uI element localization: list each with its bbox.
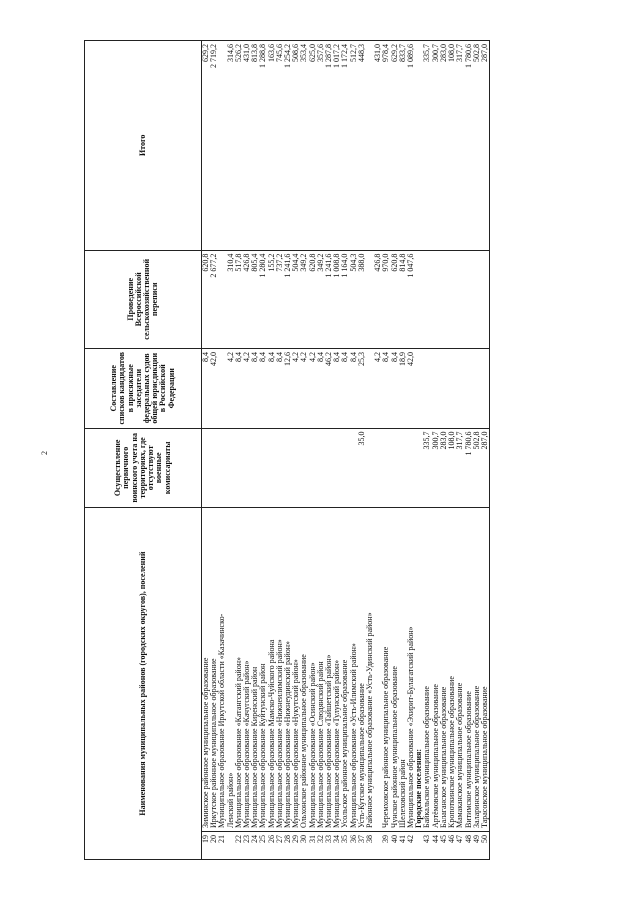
row-military-registration xyxy=(317,428,325,508)
row-military-registration: 502,8 xyxy=(473,428,481,508)
row-total: 813,8 xyxy=(251,41,259,251)
table-row xyxy=(366,41,374,860)
row-name: Муниципальное образование «Тулунский район» xyxy=(333,508,341,832)
row-name: Муниципальное образование «Осинский район» xyxy=(309,508,317,832)
row-agricultural-census: 517,8 xyxy=(235,250,243,348)
row-military-registration: 335,7 xyxy=(423,428,431,508)
row-jury-lists: 46,2 xyxy=(325,348,333,428)
row-number: 26 xyxy=(268,831,276,859)
row-name: Заларинское муниципальное образование xyxy=(473,508,481,832)
row-total: 317,7 xyxy=(456,41,464,251)
row-number: 40 xyxy=(391,831,399,859)
row-name: Зиминское районное муниципальное образование xyxy=(202,508,211,832)
page-number: 2 xyxy=(40,451,49,455)
row-agricultural-census: 2 677,2 xyxy=(210,250,218,348)
row-jury-lists xyxy=(465,348,473,428)
row-military-registration xyxy=(300,428,308,508)
row-name: Кропоткинское муниципальное образование xyxy=(448,508,456,832)
row-jury-lists: 8,4 xyxy=(259,348,267,428)
row-agricultural-census xyxy=(481,250,490,348)
row-military-registration xyxy=(309,428,317,508)
row-number: 30 xyxy=(300,831,308,859)
table-row xyxy=(481,41,490,860)
header-total: Итого xyxy=(85,41,202,251)
row-jury-lists: 4,2 xyxy=(292,348,300,428)
row-number: 37 xyxy=(358,831,366,859)
row-number: 42 xyxy=(407,831,415,859)
row-total: 1 288,8 xyxy=(259,41,267,251)
row-total: 745,6 xyxy=(276,41,284,251)
row-total: 508,6 xyxy=(292,41,300,251)
row-name: Муниципальное образование «Нижнеудинский район» xyxy=(284,508,292,832)
row-name: Ольхонское районное муниципальное образование xyxy=(300,508,308,832)
row-jury-lists xyxy=(432,348,440,428)
row-agricultural-census: 349,2 xyxy=(300,250,308,348)
row-jury-lists: 8,4 xyxy=(235,348,243,428)
row-name: Муниципальное образование Иркутской области «Казачинско- xyxy=(218,508,226,832)
row-agricultural-census: 310,4 xyxy=(227,250,235,348)
row-total: 1 172,4 xyxy=(341,41,349,251)
row-jury-lists: 8,4 xyxy=(317,348,325,428)
header-name: Наименования муниципальных районов (городских округов), поселений xyxy=(85,508,202,860)
row-jury-lists xyxy=(415,348,423,428)
row-jury-lists: 42,0 xyxy=(407,348,415,428)
row-number: 19 xyxy=(202,831,211,859)
row-jury-lists: 4,2 xyxy=(227,348,235,428)
row-name: Чунское районное муниципальное образование xyxy=(391,508,399,832)
row-agricultural-census: 504,3 xyxy=(350,250,358,348)
row-number: 38 xyxy=(366,831,374,859)
row-total: 502,8 xyxy=(473,41,481,251)
row-military-registration xyxy=(399,428,407,508)
row-agricultural-census: 620,8 xyxy=(202,250,211,348)
row-military-registration: 287,0 xyxy=(481,428,490,508)
row-agricultural-census: 1 241,6 xyxy=(284,250,292,348)
row-total: 1 780,6 xyxy=(465,41,473,251)
row-name: Усть-Кутское муниципальное образование xyxy=(358,508,366,832)
row-number: 34 xyxy=(333,831,341,859)
row-total: 629,2 xyxy=(391,41,399,251)
row-agricultural-census: 155,2 xyxy=(268,250,276,348)
row-name: Муниципальное образование Мамско-Чуйского района xyxy=(268,508,276,832)
row-name: Муниципальное образование «Качугский район» xyxy=(243,508,251,832)
row-number: 50 xyxy=(481,831,490,859)
row-total xyxy=(415,41,423,251)
row-total: 978,4 xyxy=(382,41,390,251)
row-total: 163,6 xyxy=(268,41,276,251)
row-name: Ленский район» xyxy=(227,508,235,832)
row-jury-lists: 8,4 xyxy=(382,348,390,428)
row-number: 28 xyxy=(284,831,292,859)
row-number: 27 xyxy=(276,831,284,859)
row-military-registration xyxy=(374,428,382,508)
row-total: 448,3 xyxy=(358,41,366,251)
row-military-registration xyxy=(276,428,284,508)
row-number: 21 xyxy=(218,831,226,859)
row-name: Тарасовское муниципальное образование xyxy=(481,508,490,832)
row-military-registration xyxy=(382,428,390,508)
row-number: 41 xyxy=(399,831,407,859)
row-name: Муниципальное образование Киренский район xyxy=(251,508,259,832)
row-total: 512,7 xyxy=(350,41,358,251)
row-name: Муниципальное образование «Тайшетский район» xyxy=(325,508,333,832)
row-agricultural-census: 1 164,0 xyxy=(341,250,349,348)
row-jury-lists: 12,6 xyxy=(284,348,292,428)
row-agricultural-census xyxy=(432,250,440,348)
row-agricultural-census: 620,8 xyxy=(391,250,399,348)
row-agricultural-census xyxy=(473,250,481,348)
row-agricultural-census: 1 241,6 xyxy=(325,250,333,348)
header-jury-lists: Составление списков кандидатов в присяжные заседатели федеральных судов общей юрисдикции в Российской Федерации xyxy=(85,348,202,428)
row-number: 47 xyxy=(456,831,464,859)
row-military-registration xyxy=(210,428,218,508)
row-jury-lists: 8,4 xyxy=(276,348,284,428)
row-number: 20 xyxy=(210,831,218,859)
row-agricultural-census: 426,8 xyxy=(374,250,382,348)
row-agricultural-census: 620,8 xyxy=(309,250,317,348)
row-military-registration xyxy=(259,428,267,508)
row-name: Усольское районное муниципальное образование xyxy=(341,508,349,832)
row-number: 23 xyxy=(243,831,251,859)
row-number: 43 xyxy=(423,831,431,859)
row-total: 283,0 xyxy=(440,41,448,251)
rotated-table-container xyxy=(84,40,534,860)
row-military-registration xyxy=(325,428,333,508)
row-number: 44 xyxy=(432,831,440,859)
row-jury-lists xyxy=(423,348,431,428)
row-military-registration: 35,0 xyxy=(358,428,366,508)
row-total xyxy=(218,41,226,251)
row-number: 49 xyxy=(473,831,481,859)
row-military-registration: 283,0 xyxy=(440,428,448,508)
row-military-registration xyxy=(341,428,349,508)
row-military-registration xyxy=(268,428,276,508)
row-total: 431,0 xyxy=(243,41,251,251)
row-jury-lists: 4,2 xyxy=(300,348,308,428)
row-military-registration: 317,7 xyxy=(456,428,464,508)
row-military-registration xyxy=(284,428,292,508)
row-name: Байкальское муниципальное образование xyxy=(423,508,431,832)
row-jury-lists: 8,4 xyxy=(251,348,259,428)
row-military-registration xyxy=(407,428,415,508)
row-jury-lists: 8,4 xyxy=(350,348,358,428)
row-total xyxy=(366,41,374,251)
row-name: Артёмовское муниципальное образование xyxy=(432,508,440,832)
row-military-registration: 108,0 xyxy=(448,428,456,508)
row-military-registration xyxy=(243,428,251,508)
row-jury-lists xyxy=(473,348,481,428)
row-total: 2 719,2 xyxy=(210,41,218,251)
row-name: Городские поселения: xyxy=(415,508,423,832)
row-military-registration xyxy=(227,428,235,508)
row-jury-lists: 4,2 xyxy=(309,348,317,428)
row-name: Муниципальное образование «Нукутский район» xyxy=(292,508,300,832)
row-total: 431,0 xyxy=(374,41,382,251)
row-military-registration: 300,7 xyxy=(432,428,440,508)
row-number: 35 xyxy=(341,831,349,859)
header-agricultural-census: Проведение Всероссийской сельскохозяйственной переписи xyxy=(85,250,202,348)
row-number: 25 xyxy=(259,831,267,859)
row-name: Муниципальное образование «Эхирит-Булагатский район» xyxy=(407,508,415,832)
row-military-registration xyxy=(391,428,399,508)
row-number: 36 xyxy=(350,831,358,859)
row-name: Муниципальное образование «Катангский район» xyxy=(235,508,243,832)
row-jury-lists: 25,3 xyxy=(358,348,366,428)
row-military-registration xyxy=(251,428,259,508)
row-total: 108,0 xyxy=(448,41,456,251)
row-jury-lists xyxy=(456,348,464,428)
row-total: 1 089,6 xyxy=(407,41,415,251)
row-agricultural-census: 426,8 xyxy=(243,250,251,348)
row-jury-lists xyxy=(481,348,490,428)
table-row xyxy=(407,41,415,860)
row-agricultural-census: 349,2 xyxy=(317,250,325,348)
row-number: 32 xyxy=(317,831,325,859)
row-jury-lists: 4,2 xyxy=(243,348,251,428)
row-name: Иркутское районное муниципальное образование xyxy=(210,508,218,832)
row-name: Черемховское районное муниципальное образование xyxy=(382,508,390,832)
row-total: 1 254,2 xyxy=(284,41,292,251)
row-agricultural-census xyxy=(456,250,464,348)
row-jury-lists: 8,4 xyxy=(341,348,349,428)
table-row xyxy=(218,41,226,860)
row-total: 300,7 xyxy=(432,41,440,251)
row-jury-lists xyxy=(440,348,448,428)
row-number: 48 xyxy=(465,831,473,859)
row-jury-lists: 8,4 xyxy=(333,348,341,428)
row-agricultural-census: 805,4 xyxy=(251,250,259,348)
row-name: Витимское муниципальное образование xyxy=(465,508,473,832)
row-agricultural-census xyxy=(465,250,473,348)
row-agricultural-census: 1 008,8 xyxy=(333,250,341,348)
row-number: 46 xyxy=(448,831,456,859)
row-military-registration: 1 780,6 xyxy=(465,428,473,508)
row-jury-lists: 42,0 xyxy=(210,348,218,428)
row-agricultural-census: 814,8 xyxy=(399,250,407,348)
row-number: 39 xyxy=(382,831,390,859)
row-name: Муниципальное образование «Усть-Илимский район» xyxy=(350,508,358,832)
row-name: Муниципальное образование Куйтунский район xyxy=(259,508,267,832)
row-total: 357,6 xyxy=(317,41,325,251)
row-total: 625,0 xyxy=(309,41,317,251)
row-number: 45 xyxy=(440,831,448,859)
row-name: Шелеховский район xyxy=(399,508,407,832)
row-military-registration xyxy=(235,428,243,508)
row-military-registration xyxy=(218,428,226,508)
table-row xyxy=(391,41,399,860)
row-number: 31 xyxy=(309,831,317,859)
row-jury-lists: 4,2 xyxy=(374,348,382,428)
row-jury-lists: 8,4 xyxy=(202,348,211,428)
row-military-registration xyxy=(366,428,374,508)
row-agricultural-census: 1 047,6 xyxy=(407,250,415,348)
row-total: 287,0 xyxy=(481,41,490,251)
row-agricultural-census: 1 280,4 xyxy=(259,250,267,348)
row-number: 29 xyxy=(292,831,300,859)
row-number: 24 xyxy=(251,831,259,859)
row-agricultural-census: 737,2 xyxy=(276,250,284,348)
row-jury-lists: 8,4 xyxy=(391,348,399,428)
header-military-registration: Осуществление первичного воинского учета на территориях, где отсутствуют военные комиссариаты xyxy=(85,428,202,508)
row-number: 33 xyxy=(325,831,333,859)
row-total: 526,2 xyxy=(235,41,243,251)
row-total: 1 017,2 xyxy=(333,41,341,251)
row-agricultural-census xyxy=(415,250,423,348)
row-agricultural-census xyxy=(423,250,431,348)
row-name: Муниципальное образование «Нижнеилимский район» xyxy=(276,508,284,832)
row-number: 22 xyxy=(235,831,243,859)
row-agricultural-census xyxy=(440,250,448,348)
row-name: Мамаканское муниципальное образование xyxy=(456,508,464,832)
row-agricultural-census: 388,0 xyxy=(358,250,366,348)
budget-table xyxy=(84,40,490,860)
row-name: Муниципальное образование Слюдянский район xyxy=(317,508,325,832)
row-total: 353,4 xyxy=(300,41,308,251)
row-military-registration xyxy=(333,428,341,508)
row-total: 314,6 xyxy=(227,41,235,251)
row-total: 1 287,8 xyxy=(325,41,333,251)
row-agricultural-census xyxy=(448,250,456,348)
row-agricultural-census: 970,0 xyxy=(382,250,390,348)
row-name: Районное муниципальное образование «Усть-Удинский район» xyxy=(366,508,374,832)
row-jury-lists: 8,4 xyxy=(268,348,276,428)
row-total: 335,7 xyxy=(423,41,431,251)
row-agricultural-census: 504,4 xyxy=(292,250,300,348)
table-header-row xyxy=(85,41,202,860)
row-jury-lists xyxy=(448,348,456,428)
row-total: 629,2 xyxy=(202,41,211,251)
row-name: Балаганское муниципальное образование xyxy=(440,508,448,832)
row-military-registration xyxy=(292,428,300,508)
row-total: 833,7 xyxy=(399,41,407,251)
row-military-registration xyxy=(202,428,211,508)
row-jury-lists: 18,9 xyxy=(399,348,407,428)
